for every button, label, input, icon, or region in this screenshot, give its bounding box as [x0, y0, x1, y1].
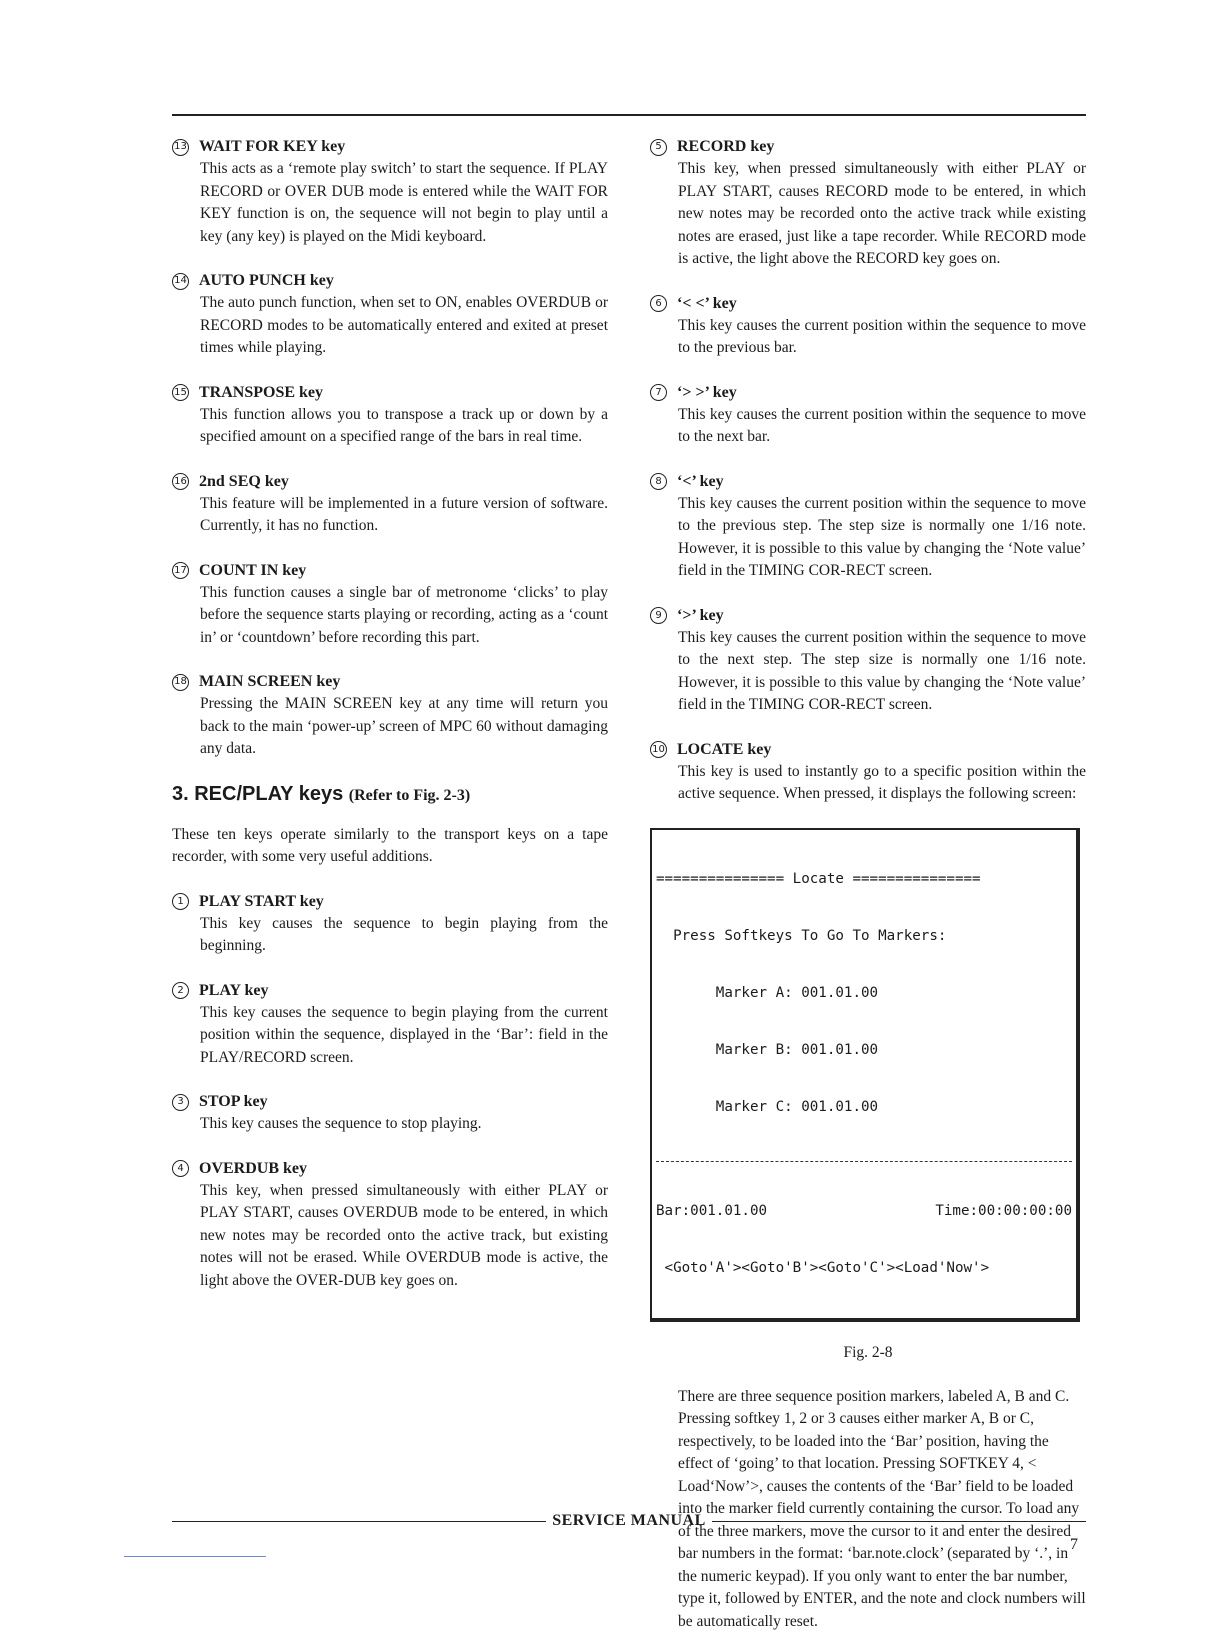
key-heading-text: RECORD key [677, 138, 775, 155]
key-description-item [172, 980, 608, 1070]
key-heading [650, 471, 1086, 493]
key-heading [172, 1091, 608, 1113]
key-heading [172, 270, 608, 292]
screen-status-line [656, 1202, 1072, 1221]
key-description-item [650, 471, 1086, 583]
key-heading [650, 605, 1086, 627]
key-description-item [172, 270, 608, 360]
key-description: This key is used to instantly go to a specific position within the active sequence. When pressed, it displays the following screen: [678, 762, 1086, 802]
key-heading [172, 136, 608, 158]
after-paragraph-2: Pressing softkey 1, 2 or 3 causes either marker A, B or C, respectively, to be loaded into the ‘Bar’ position, having the effect of ‘going’ to that location. Pressing SOFTKEY 4, < Load‘Now’>, causes the contents of the ‘Bar’ field to be loaded into the marker field currently containing the cursor. To load any of the three markers, move the cursor to it and enter the desired bar numbers in the format: ‘bar.note.clock’ (separated by ‘.’, in the numeric keypad). If you only want to enter the bar number, type it, followed by ENTER, and the note and clock numbers will be automatically reset. [678, 1410, 1086, 1630]
key-heading [172, 382, 608, 404]
key-description-item [172, 560, 608, 650]
key-heading-text: PLAY key [199, 981, 269, 999]
key-heading-text: MAIN SCREEN key [199, 673, 341, 690]
screen-marker-c: Marker C: 001.01.00 [656, 1098, 879, 1115]
key-description-item [172, 671, 608, 761]
screen-marker-b: Marker B: 001.01.00 [656, 1041, 879, 1058]
key-heading [172, 891, 608, 913]
key-heading-text: OVERDUB key [199, 1159, 308, 1177]
key-heading-text: LOCATE key [677, 740, 772, 758]
page-number: 7 [1070, 1536, 1078, 1553]
key-description: This key causes the current position within the sequence to move to the next bar. [678, 405, 1086, 445]
circled-number-icon: 15 [172, 384, 189, 401]
key-description-item [172, 1158, 608, 1293]
key-description-item [172, 382, 608, 449]
circled-number-icon: 9 [650, 607, 667, 624]
screen-separator [656, 1161, 1072, 1162]
screen-title-line: =============== Locate =============== [656, 870, 981, 887]
figure-caption: Fig. 2-8 [843, 1343, 893, 1361]
key-heading [172, 1158, 608, 1180]
key-description: This acts as a ‘remote play switch’ to start the sequence. If PLAY RECORD or OVER DUB mode is entered while the WAIT FOR KEY function is on, the sequence will not begin to play until a key (any key) is played on the Midi keyboard. [200, 160, 608, 245]
key-heading-text: ‘> >’ key [677, 383, 737, 401]
footer-rule-left [172, 1521, 546, 1522]
key-heading [650, 136, 1086, 158]
key-description-item [172, 471, 608, 538]
key-heading [172, 471, 608, 493]
key-heading-text: 2nd SEQ key [199, 472, 289, 490]
top-rule [172, 114, 1086, 116]
key-description: This key causes the sequence to begin playing from the current position within the sequence, displayed in the ‘Bar’: field in the PLAY/RECORD screen. [200, 1003, 608, 1066]
circled-number-icon: 8 [650, 473, 667, 490]
circled-number-icon: 2 [172, 982, 189, 999]
key-description: This key causes the sequence to begin playing from the beginning. [200, 914, 608, 954]
section-intro: These ten keys operate similarly to the transport keys on a tape recorder, with some very useful additions. [172, 825, 608, 865]
key-heading-text: PLAY START key [199, 892, 324, 910]
section-title [172, 783, 608, 806]
footer-label: SERVICE MANUAL [552, 1512, 706, 1529]
screen-prompt: Press Softkeys To Go To Markers: [656, 927, 947, 944]
key-heading [172, 980, 608, 1002]
key-description: The auto punch function, when set to ON, enables OVERDUB or RECORD modes to be automatically entered and exited at preset times while playing. [200, 294, 608, 356]
footer-rule-right [712, 1521, 1086, 1522]
key-heading-text: ‘<’ key [677, 472, 724, 490]
key-heading-text: TRANSPOSE key [199, 383, 324, 401]
screen-time: Time:00:00:00:00 [935, 1202, 1072, 1219]
section-subtitle: (Refer to Fig. 2-3) [348, 786, 471, 804]
circled-number-icon: 5 [650, 139, 667, 156]
key-description: This key causes the current position within the sequence to move to the next step. The step size is normally one 1/16 note. However, it is possible to this value by changing the ‘Note value’ field in the TIMING COR-RECT screen. [678, 628, 1086, 713]
circled-number-icon: 16 [172, 473, 189, 490]
key-heading [650, 293, 1086, 315]
key-description: This key causes the sequence to stop playing. [200, 1115, 482, 1132]
key-description-item [172, 891, 608, 958]
key-description-item [650, 605, 1086, 717]
key-description: Pressing the MAIN SCREEN key at any time will return you back to the main ‘power-up’ screen of MPC 60 without damaging any data. [200, 695, 608, 757]
circled-number-icon: 17 [172, 562, 189, 579]
key-description: This function allows you to transpose a track up or down by a specified amount on a specified range of the bars in real time. [200, 405, 608, 445]
screen-marker-a: Marker A: 001.01.00 [656, 984, 879, 1001]
key-description-item [650, 382, 1086, 449]
after-paragraph-1: There are three sequence position markers, labeled A, B and C. [678, 1387, 1070, 1405]
key-heading-text: ‘>’ key [677, 606, 724, 624]
circled-number-icon: 10 [650, 741, 667, 758]
locate-screen [650, 828, 1080, 1322]
circled-number-icon: 7 [650, 384, 667, 401]
key-description: This function causes a single bar of metronome ‘clicks’ to play before the sequence starts playing or recording, acting as a ‘count in’ or ‘countdown’ before recording this part. [200, 583, 608, 646]
key-heading-text: WAIT FOR KEY key [199, 138, 346, 155]
key-description-item [650, 739, 1086, 806]
key-description-item [650, 136, 1086, 271]
circled-number-icon: 1 [172, 893, 189, 910]
circled-number-icon: 14 [172, 273, 189, 290]
key-description: This feature will be implemented in a future version of software. Currently, it has no function. [200, 494, 608, 534]
key-heading [172, 671, 608, 693]
key-description: This key causes the current position within the sequence to move to the previous bar. [678, 316, 1086, 356]
key-description: This key, when pressed simultaneously with either PLAY or PLAY START, causes RECORD mode to be entered, in which new notes may be recorded onto the active track while existing notes are erased, just like a tape recorder. While RECORD mode is active, the light above the RECORD key goes on. [678, 160, 1086, 267]
circled-number-icon: 3 [172, 1094, 189, 1111]
key-heading [650, 739, 1086, 761]
key-heading-text: STOP key [199, 1093, 268, 1110]
key-heading-text: ‘< <’ key [677, 294, 737, 312]
key-heading [172, 560, 608, 582]
footer [172, 1512, 1086, 1530]
circled-number-icon: 4 [172, 1160, 189, 1177]
key-description-item [650, 293, 1086, 360]
screen-softkeys: <Goto'A'><Goto'B'><Goto'C'><Load'Now'> [656, 1259, 990, 1276]
key-description: This key, when pressed simultaneously with either PLAY or PLAY START, causes OVERDUB mode to be entered, in which new notes may be recorded onto the active track, but existing notes will not be erased. While OVERDUB mode is active, the light above the OVER-DUB key goes on. [200, 1181, 608, 1289]
key-description: This key causes the current position within the sequence to move to the previous step. The step size is normally one 1/16 note. However, it is possible to this value by changing the ‘Note value’ field in the TIMING COR-RECT screen. [678, 494, 1086, 579]
screen-bar: Bar:001.01.00 [656, 1202, 768, 1219]
circled-number-icon: 13 [172, 139, 189, 156]
key-heading [650, 382, 1086, 404]
scan-edge-line [124, 1556, 266, 1557]
right-column [650, 136, 1086, 1633]
circled-number-icon: 6 [650, 295, 667, 312]
section-title-text: 3. REC/PLAY keys [172, 782, 344, 805]
left-column [172, 136, 608, 1314]
key-heading-text: COUNT IN key [199, 561, 307, 579]
key-description-item [172, 136, 608, 248]
key-description-item [172, 1091, 608, 1136]
circled-number-icon: 18 [172, 674, 189, 691]
key-heading-text: AUTO PUNCH key [199, 272, 334, 289]
